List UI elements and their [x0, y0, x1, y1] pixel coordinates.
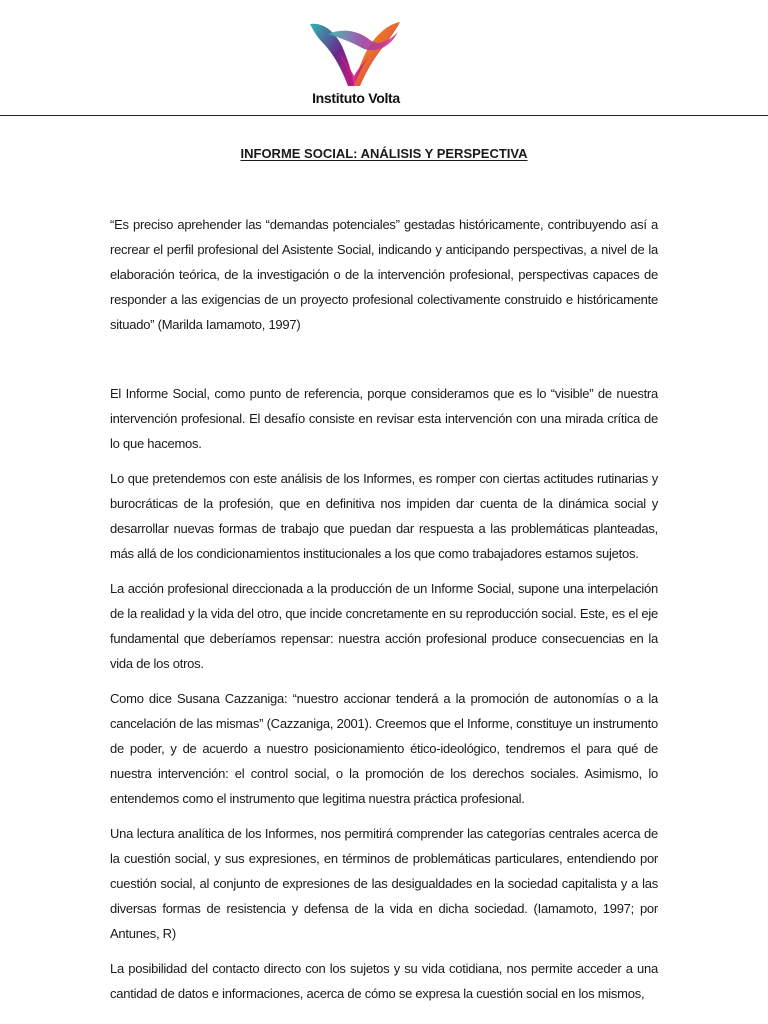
body-paragraph: La acción profesional direccionada a la producción de un Informe Social, supone una interpelación de la realidad y la vida del otro, que incide concretamente en su reproducción social. Este, es el eje fundamental que deberíamos repensar: nuestra acción profesional produce consecuencias en la vida de los otros.	[110, 581, 658, 671]
opening-quote-paragraph: “Es preciso aprehender las “demandas potenciales” gestadas históricamente, contribuyendo así a recrear el perfil profesional del Asistente Social, indicando y anticipando perspectivas, a nivel de la elaboración teórica, de la investigación o de la intervención profesional, perspectivas capaces de responder a las exigencias de un proyecto profesional colectivamente construido e históricamente situado” (Marilda Iamamoto, 1997)	[110, 217, 658, 332]
body-paragraph: Lo que pretendemos con este análisis de los Informes, es romper con ciertas actitudes rutinarias y burocráticas de la profesión, que en definitiva nos impiden dar cuenta de la dinámica social y desarrollar nuevas formas de trabajo que puedan dar respuesta a las problemáticas planteadas, más allá de los condicionamientos institucionales a los que como trabajadores estamos sujetos.	[110, 471, 658, 561]
body-paragraph: Una lectura analítica de los Informes, nos permitirá comprender las categorías centrales acerca de la cuestión social, y sus expresiones, en términos de problemáticas particulares, entendiendo por cuestión social, al conjunto de expresiones de las desigualdades en la sociedad capitalista y a las diversas formas de resistencia y defensa de la vida en dicha sociedad. (Iamamoto, 1997; por Antunes, R)	[110, 826, 658, 941]
body-paragraph: Como dice Susana Cazzaniga: “nuestro accionar tenderá a la promoción de autonomías o a la cancelación de las mismas” (Cazzaniga, 2001). Creemos que el Informe, constituye un instrumento de poder, y de acuerdo a nuestro posicionamiento ético-ideológico, tendremos el para qué de nuestra intervención: el control social, o la promoción de los derechos sociales. Asimismo, lo entendemos como el instrumento que legitima nuestra práctica profesional.	[110, 691, 658, 806]
body-paragraph: La posibilidad del contacto directo con los sujetos y su vida cotidiana, nos permite acceder a una cantidad de datos e informaciones, acerca de cómo se expresa la cuestión social en los mismos,	[110, 961, 658, 1001]
logo-text: Instituto Volta	[312, 90, 400, 106]
document-body	[110, 212, 658, 1016]
instituto-volta-logo	[306, 14, 406, 110]
document-title: INFORME SOCIAL: ANÁLISIS Y PERSPECTIVA	[240, 146, 528, 161]
page-header	[0, 0, 768, 116]
volta-v-logo-icon	[308, 20, 404, 92]
header-divider	[0, 115, 768, 116]
body-paragraph: El Informe Social, como punto de referencia, porque consideramos que es lo “visible” de nuestra intervención profesional. El desafío consiste en revisar esta intervención con una mirada crítica de lo que hacemos.	[110, 386, 658, 451]
